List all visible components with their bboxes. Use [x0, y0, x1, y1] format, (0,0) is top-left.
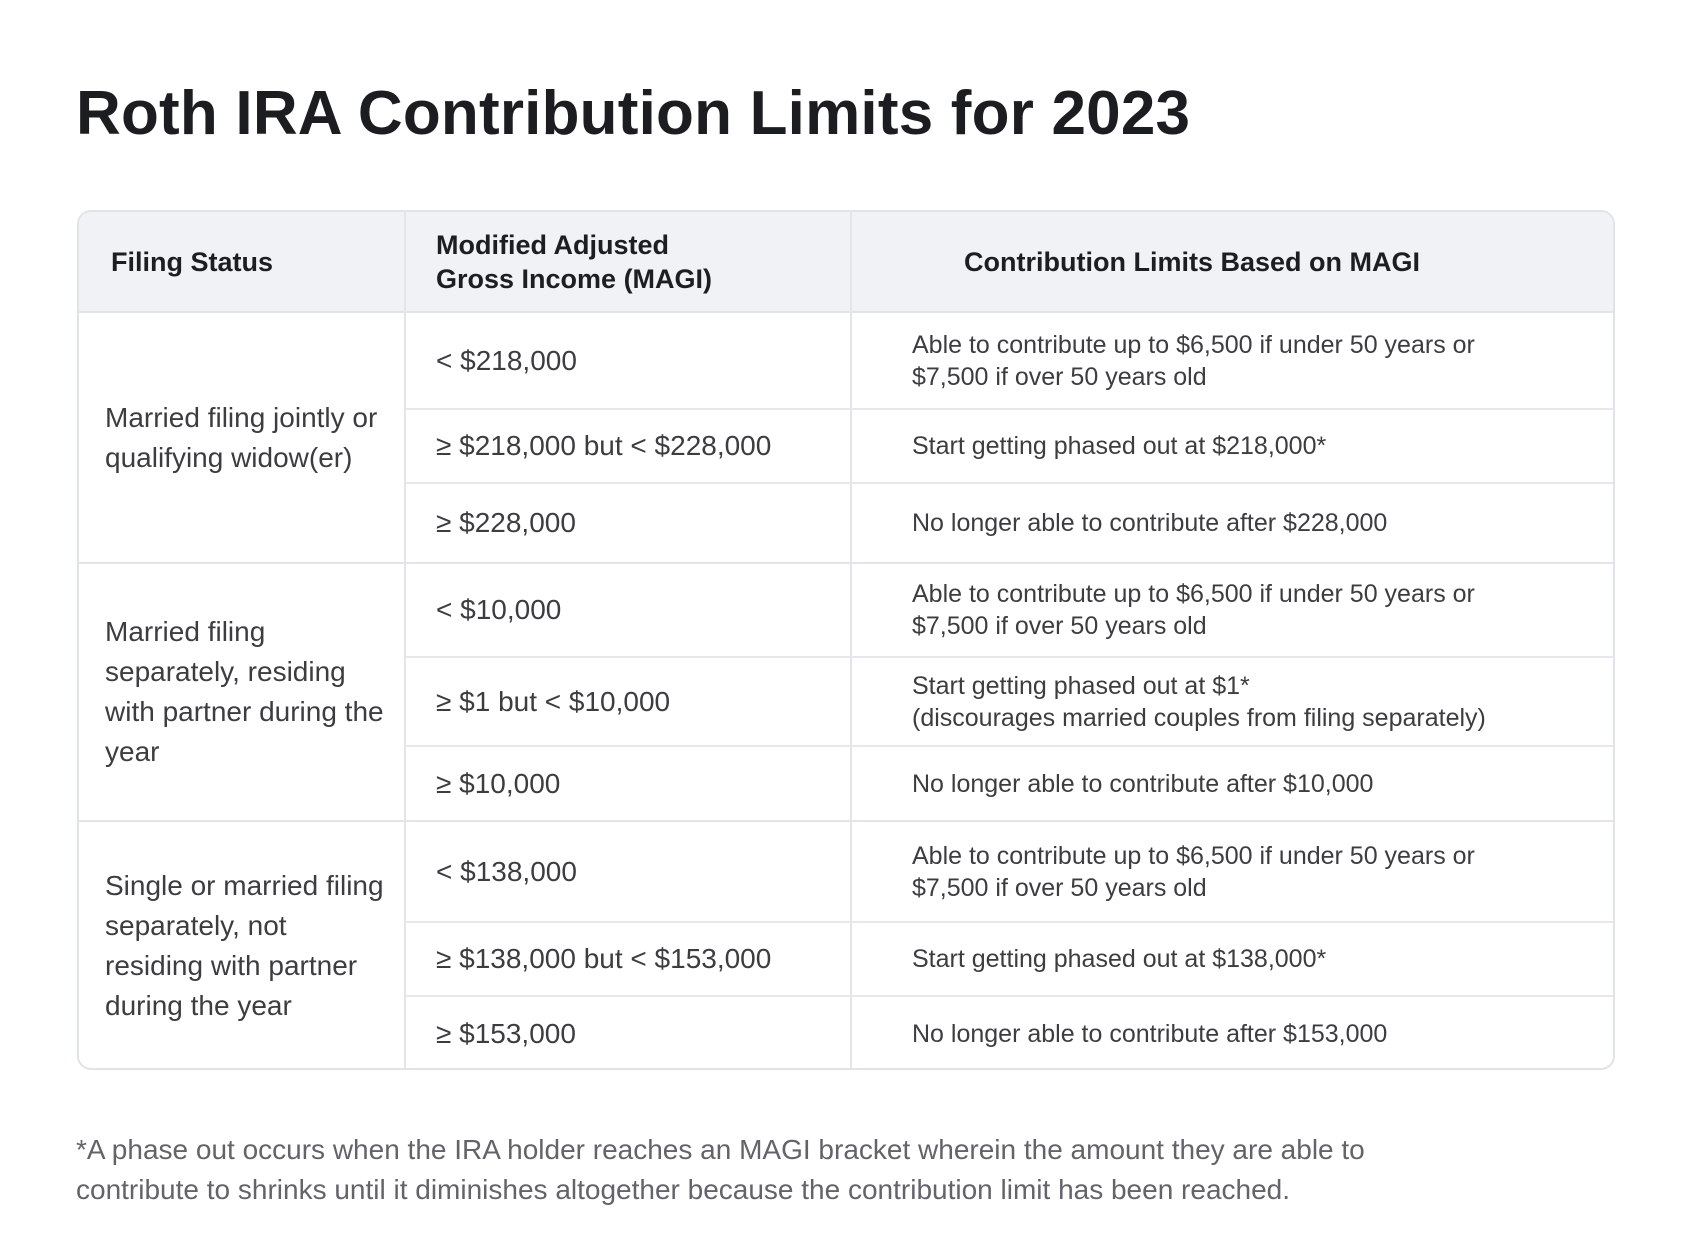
magi-cell: < $138,000 [405, 821, 851, 922]
limit-cell [851, 821, 1613, 922]
header-magi [405, 212, 851, 312]
limit-line: $7,500 if over 50 years old [912, 612, 1207, 640]
limit-line: No longer able to contribute after $153,000 [912, 1019, 1388, 1048]
filing-status-cell: Single or married filing separately, not residing with partner during the year [79, 821, 405, 1070]
limit-line: (discourages married couples from filing separately) [912, 703, 1486, 732]
table-header-row [79, 212, 1613, 312]
magi-cell: ≥ $228,000 [405, 483, 851, 563]
limits-table [79, 212, 1613, 1070]
page-title: Roth IRA Contribution Limits for 2023 [76, 79, 1191, 148]
magi-cell: ≥ $1 but < $10,000 [405, 657, 851, 746]
limit-cell [851, 563, 1613, 657]
magi-cell: < $10,000 [405, 563, 851, 657]
magi-cell: ≥ $10,000 [405, 746, 851, 821]
limit-line: No longer able to contribute after $228,000 [912, 509, 1388, 537]
magi-cell: ≥ $138,000 but < $153,000 [405, 922, 851, 996]
limit-cell [851, 746, 1613, 821]
magi-cell: ≥ $218,000 but < $228,000 [405, 409, 851, 483]
header-magi-line2: Gross Income (MAGI) [436, 263, 713, 294]
footnote [76, 1130, 1616, 1210]
limit-line: Able to contribute up to $6,500 if under 50 years or [912, 841, 1475, 870]
table-row [79, 821, 1613, 922]
limit-line: $7,500 if over 50 years old [912, 873, 1207, 902]
limit-cell [851, 312, 1613, 409]
limit-line: Start getting phased out at $138,000* [912, 945, 1327, 973]
header-contribution-limits: Contribution Limits Based on MAGI [851, 212, 1613, 312]
limit-cell [851, 409, 1613, 483]
limit-cell [851, 996, 1613, 1070]
magi-cell: < $218,000 [405, 312, 851, 409]
table-row [79, 563, 1613, 657]
limit-cell [851, 922, 1613, 996]
table-row [79, 312, 1613, 409]
limit-line: Start getting phased out at $218,000* [912, 432, 1327, 460]
contribution-limits-table [77, 210, 1615, 1070]
header-magi-line1: Modified Adjusted [436, 229, 669, 260]
limit-line: Able to contribute up to $6,500 if under 50 years or [912, 330, 1475, 359]
footnote-line1: *A phase out occurs when the IRA holder reaches an MAGI bracket wherein the amount they are able to [76, 1134, 1365, 1165]
magi-cell: ≥ $153,000 [405, 996, 851, 1070]
header-filing-status: Filing Status [79, 212, 405, 312]
limit-cell [851, 483, 1613, 563]
limit-line: Start getting phased out at $1* [912, 671, 1250, 700]
footnote-line2: contribute to shrinks until it diminishes altogether because the contribution limit has been reached. [76, 1174, 1291, 1205]
limit-line: No longer able to contribute after $10,000 [912, 769, 1374, 798]
limit-line: Able to contribute up to $6,500 if under 50 years or [912, 580, 1475, 608]
filing-status-cell: Married filing separately, residing with partner during the year [79, 563, 405, 821]
limit-line: $7,500 if over 50 years old [912, 362, 1207, 391]
limit-cell [851, 657, 1613, 746]
filing-status-cell: Married filing jointly or qualifying widow(er) [79, 312, 405, 563]
